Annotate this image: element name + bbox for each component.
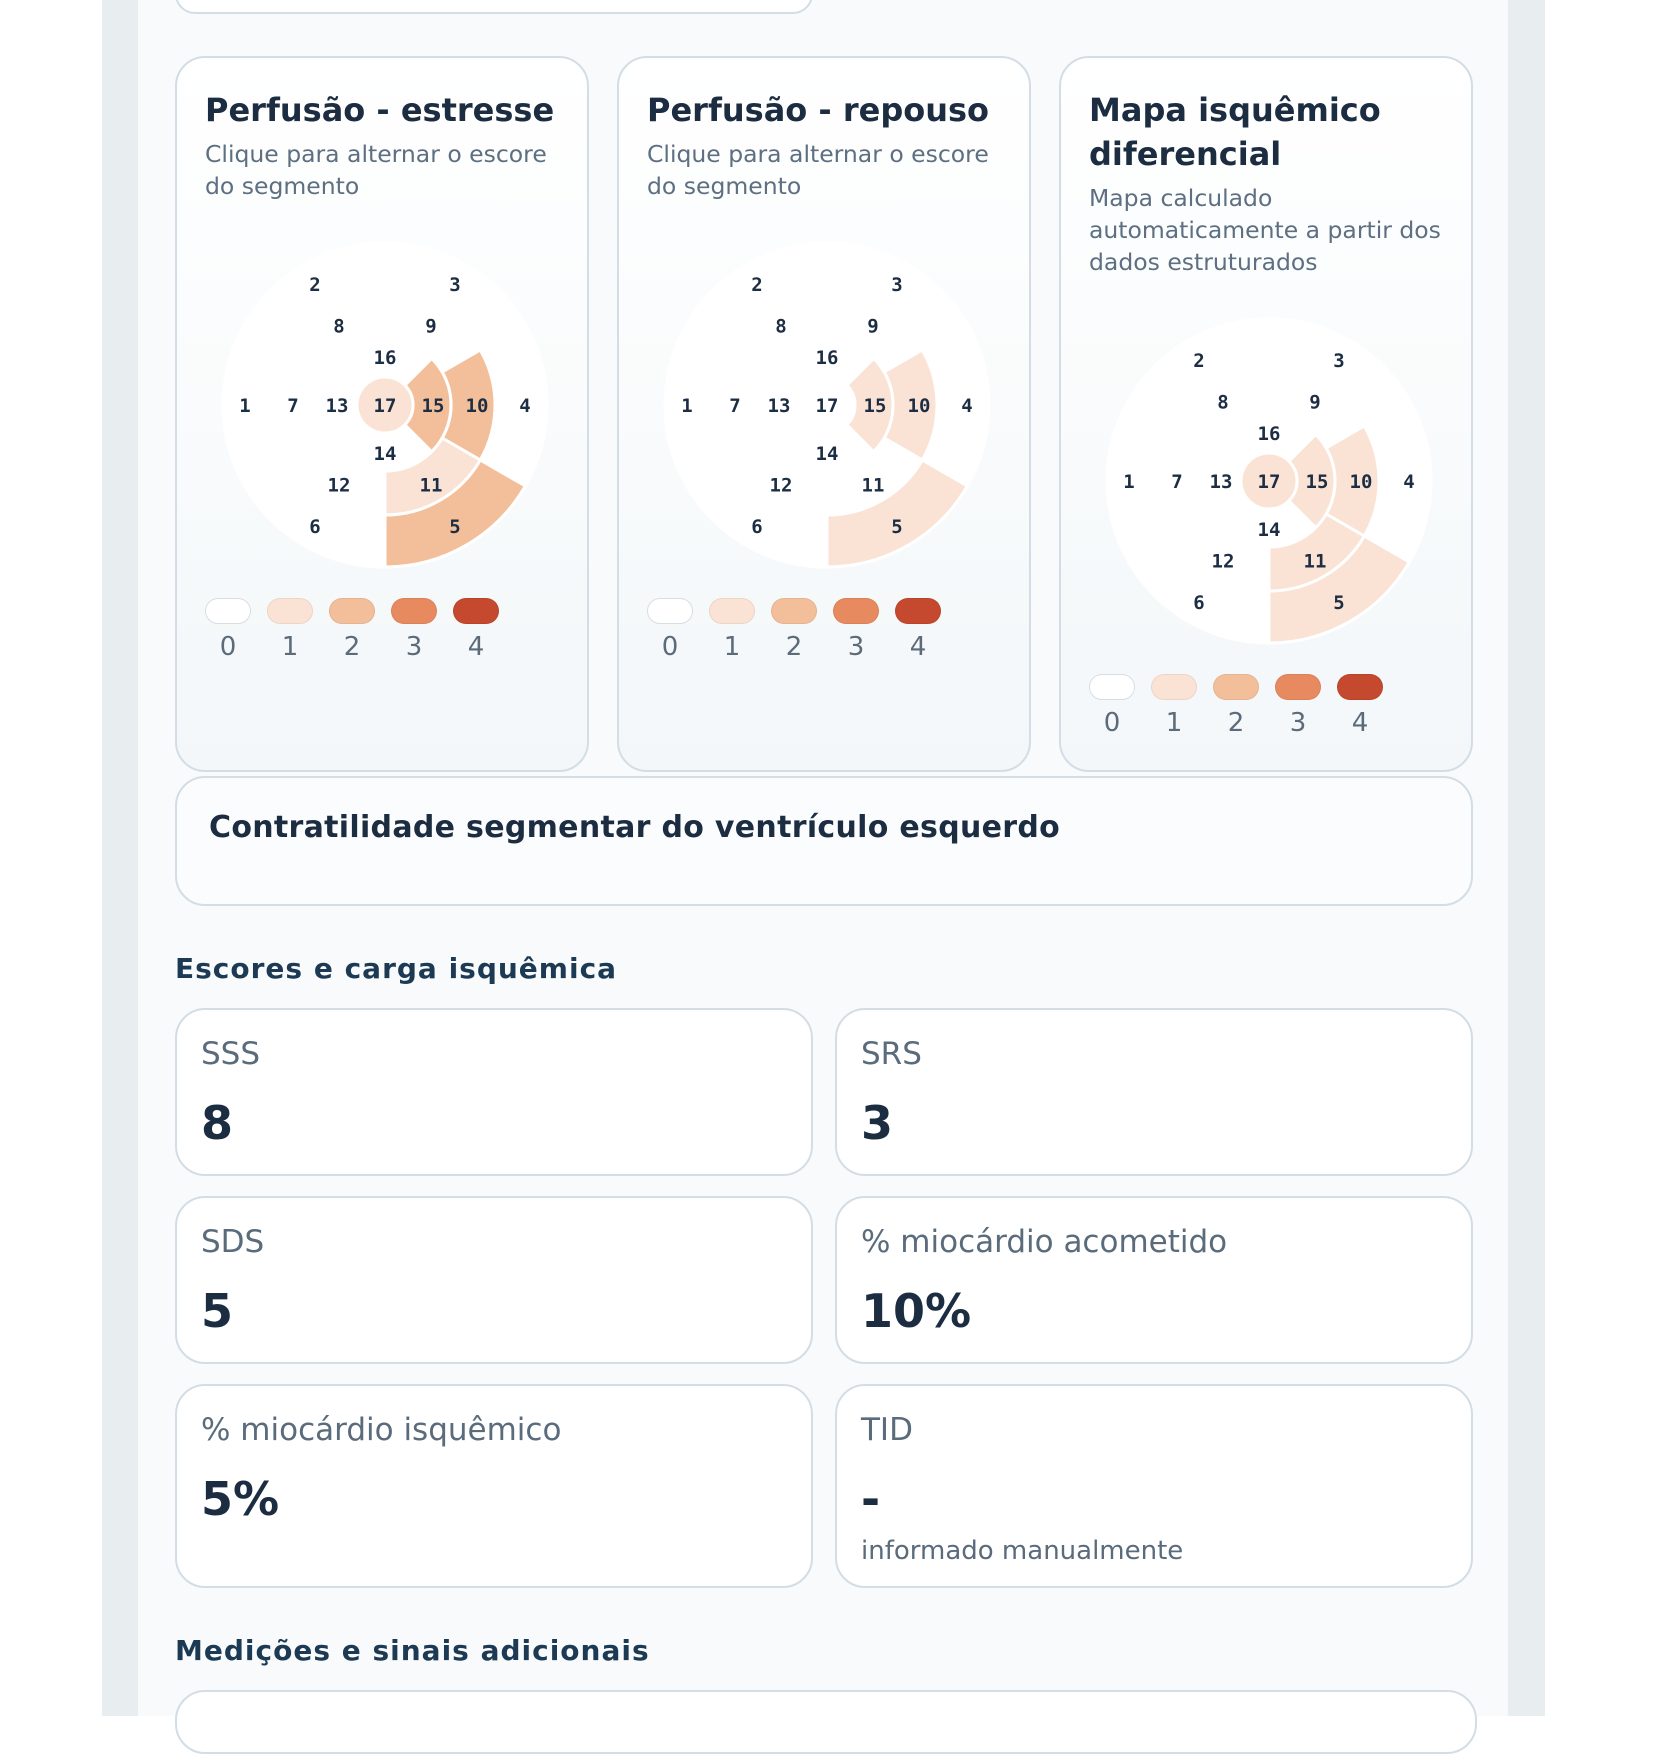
segment-label-5: 5: [891, 516, 903, 539]
segment-label-5: 5: [1333, 592, 1345, 615]
segment-label-16: 16: [1257, 423, 1281, 445]
legend-swatch: [647, 598, 693, 624]
legend-label: 1: [281, 632, 299, 662]
segment-label-8: 8: [775, 315, 787, 338]
score-label: SDS: [201, 1224, 265, 1260]
segment-label-17: 17: [1257, 471, 1281, 493]
legend-swatch: [267, 598, 313, 624]
bullseye-plot-stress[interactable]: [215, 235, 555, 575]
segment-label-14: 14: [373, 443, 397, 465]
legend-item-2: [771, 598, 819, 670]
contractility-title: Contratilidade segmentar do ventrículo esquerdo: [209, 810, 1061, 845]
legend-label: 2: [343, 632, 361, 662]
legend-label: 3: [847, 632, 865, 662]
segment-label-10: 10: [1349, 471, 1373, 493]
segment-label-4: 4: [519, 395, 531, 417]
legend-swatch: [453, 598, 499, 624]
segment-label-10: 10: [907, 395, 931, 417]
segment-label-9: 9: [1309, 391, 1321, 414]
legend-label: 4: [909, 632, 927, 662]
legend-item-4: [895, 598, 943, 670]
legend-label: 2: [1227, 708, 1245, 738]
score-card-sds: [175, 1196, 813, 1364]
legend-label: 1: [1165, 708, 1183, 738]
segment-label-13: 13: [325, 395, 349, 417]
segment-label-12: 12: [1211, 550, 1235, 573]
legend-item-2: [1213, 674, 1261, 746]
segment-label-13: 13: [767, 395, 791, 417]
legend-label: 0: [661, 632, 679, 662]
card-subtitle: Clique para alternar o escore do segmento: [647, 140, 989, 200]
segment-label-3: 3: [1333, 349, 1345, 372]
score-value: 5: [201, 1284, 234, 1338]
score-card-myocardium-ischemic: [175, 1384, 813, 1588]
score-card-tid[interactable]: [835, 1384, 1473, 1588]
score-label: SSS: [201, 1036, 261, 1072]
segment-label-15: 15: [863, 395, 887, 417]
segment-label-4: 4: [1403, 471, 1415, 493]
segment-label-9: 9: [867, 315, 879, 338]
segment-label-7: 7: [1171, 471, 1183, 493]
score-value: 3: [861, 1096, 894, 1150]
perfusion-rest-card: [617, 56, 1031, 772]
legend-swatch: [1151, 674, 1197, 700]
legend-item-1: [709, 598, 757, 670]
segment-label-2: 2: [1193, 349, 1205, 372]
legend-swatch: [833, 598, 879, 624]
bullseye-plot-rest[interactable]: [657, 235, 997, 575]
legend-label: 1: [723, 632, 741, 662]
segment-label-7: 7: [729, 395, 741, 417]
segment-label-6: 6: [309, 516, 321, 539]
contractility-card[interactable]: [175, 776, 1473, 906]
segment-label-1: 1: [681, 395, 693, 417]
segment-label-5: 5: [449, 516, 461, 539]
segment-label-12: 12: [327, 474, 351, 497]
legend-swatch: [1275, 674, 1321, 700]
segment-label-15: 15: [421, 395, 445, 417]
legend-item-0: [1089, 674, 1137, 746]
measurements-section-heading: Medições e sinais adicionais: [175, 1634, 650, 1667]
legend-swatch: [391, 598, 437, 624]
legend-swatch: [771, 598, 817, 624]
segment-label-6: 6: [1193, 592, 1205, 615]
score-label: TID: [861, 1412, 913, 1448]
segment-label-17: 17: [815, 395, 839, 417]
segment-label-2: 2: [751, 273, 763, 296]
bullseye-plot-differential: [1099, 311, 1439, 651]
legend-label: 3: [405, 632, 423, 662]
legend-item-4: [453, 598, 501, 670]
scores-section-heading: Escores e carga isquêmica: [175, 952, 618, 985]
score-value: 8: [201, 1096, 234, 1150]
legend-item-3: [391, 598, 439, 670]
ischemic-map-card: [1059, 56, 1473, 772]
score-card-srs: [835, 1008, 1473, 1176]
legend-swatch: [205, 598, 251, 624]
card-title: Perfusão - estresse: [205, 91, 555, 129]
segment-label-8: 8: [333, 315, 345, 338]
legend-item-0: [205, 598, 253, 670]
legend-swatch: [1213, 674, 1259, 700]
legend-item-4: [1337, 674, 1385, 746]
card-title: Perfusão - repouso: [647, 91, 990, 129]
segment-label-3: 3: [449, 273, 461, 296]
legend-swatch: [1089, 674, 1135, 700]
score-label: SRS: [861, 1036, 922, 1072]
segment-label-14: 14: [815, 443, 839, 465]
segment-label-6: 6: [751, 516, 763, 539]
legend-swatch: [329, 598, 375, 624]
card-subtitle: Clique para alternar o escore do segmento: [205, 140, 547, 200]
segment-label-1: 1: [239, 395, 251, 417]
legend-item-1: [1151, 674, 1199, 746]
legend-label: 2: [785, 632, 803, 662]
legend-item-0: [647, 598, 695, 670]
legend-item-3: [1275, 674, 1323, 746]
segment-label-10: 10: [465, 395, 489, 417]
segment-label-11: 11: [861, 474, 885, 497]
previous-card: [175, 0, 813, 14]
segment-label-8: 8: [1217, 391, 1229, 414]
legend-label: 4: [467, 632, 485, 662]
segment-label-13: 13: [1209, 471, 1233, 493]
segment-label-9: 9: [425, 315, 437, 338]
score-value: -: [861, 1472, 881, 1526]
segment-label-12: 12: [769, 474, 793, 497]
legend-item-2: [329, 598, 377, 670]
legend-label: 0: [1103, 708, 1121, 738]
score-card-myocardium-affected: [835, 1196, 1473, 1364]
legend-label: 0: [219, 632, 237, 662]
segment-label-14: 14: [1257, 519, 1281, 541]
score-label: % miocárdio isquêmico: [201, 1412, 562, 1448]
segment-label-16: 16: [373, 347, 397, 369]
score-card-sss: [175, 1008, 813, 1176]
segment-label-7: 7: [287, 395, 299, 417]
score-value: 5%: [201, 1472, 280, 1526]
segment-label-15: 15: [1305, 471, 1329, 493]
segment-label-11: 11: [1303, 550, 1327, 573]
legend-swatch: [1337, 674, 1383, 700]
segment-label-17: 17: [373, 395, 397, 417]
score-note: informado manualmente: [861, 1536, 1184, 1566]
segment-label-3: 3: [891, 273, 903, 296]
perfusion-stress-card: [175, 56, 589, 772]
score-value: 10%: [861, 1284, 972, 1338]
segment-label-2: 2: [309, 273, 321, 296]
segment-label-16: 16: [815, 347, 839, 369]
segment-label-1: 1: [1123, 471, 1135, 493]
score-label: % miocárdio acometido: [861, 1224, 1228, 1260]
legend-swatch: [709, 598, 755, 624]
legend-label: 3: [1289, 708, 1307, 738]
legend-label: 4: [1351, 708, 1369, 738]
legend-item-1: [267, 598, 315, 670]
legend-swatch: [895, 598, 941, 624]
card-subtitle: Mapa calculado automaticamente a partir dos dados estruturados: [1089, 184, 1441, 276]
card-title: Mapa isquêmico diferencial: [1089, 91, 1381, 173]
segment-label-11: 11: [419, 474, 443, 497]
legend-item-3: [833, 598, 881, 670]
measurements-card: [175, 1690, 1477, 1754]
segment-label-4: 4: [961, 395, 973, 417]
